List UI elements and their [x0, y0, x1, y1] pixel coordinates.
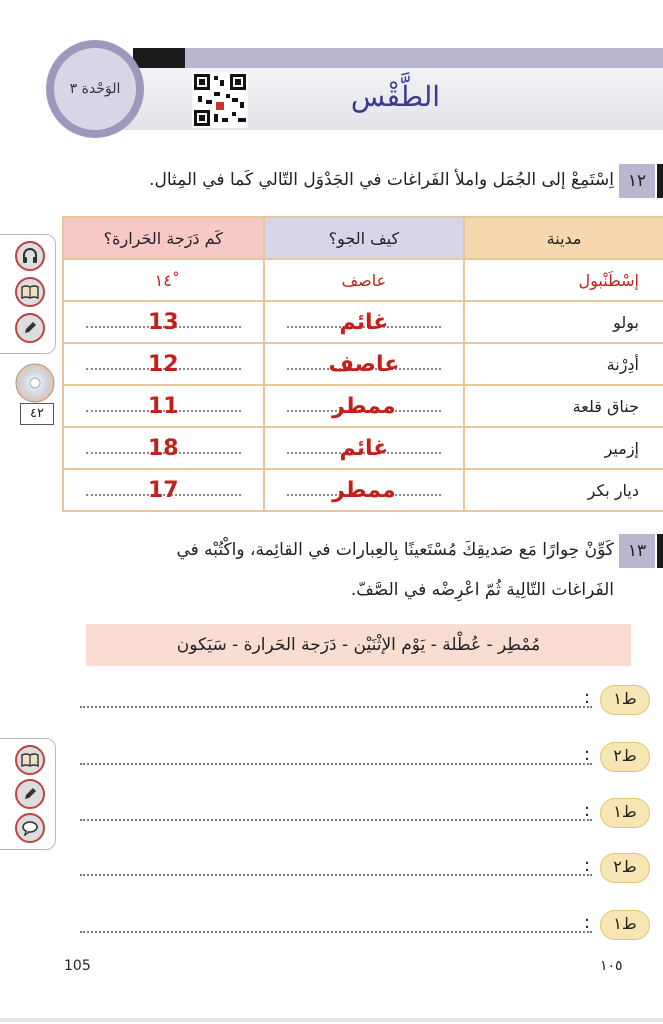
page-number-arabic: ١٠٥: [600, 958, 623, 974]
skills-side-tab: [0, 234, 56, 354]
header-dark-strip: [133, 48, 185, 68]
dialogue-answer-line[interactable]: [80, 706, 592, 708]
temperature-answer[interactable]: [63, 301, 264, 343]
unit-label: الوَحْدة ٣: [69, 81, 121, 97]
exercise-13-number: [619, 534, 663, 568]
handwritten-temperature: 18: [147, 435, 179, 461]
colon: :: [584, 800, 591, 821]
page-number-latin: 105: [64, 958, 91, 974]
exercise-tag-bar: [657, 164, 663, 198]
city-cell: جناق قلعة: [464, 385, 663, 427]
colon: :: [584, 687, 591, 708]
table-row: [63, 385, 663, 427]
handwritten-temperature: 17: [147, 477, 179, 503]
city-cell: أدِرْنة: [464, 343, 663, 385]
table-row: [63, 259, 663, 301]
handwritten-temperature: 12: [147, 351, 179, 377]
exercise-12-instruction: اِسْتَمِعْ إلى الجُمَل واملأ الفَراغات في الجَدْوَل التّالي كَما في المِثال.: [149, 170, 614, 190]
weather-answer[interactable]: [264, 343, 465, 385]
table-header-row: [63, 217, 663, 259]
speaker-badge: ط٢: [600, 742, 650, 772]
city-cell: إزمير: [464, 427, 663, 469]
column-header-weather: كيف الجو؟: [264, 217, 465, 259]
audio-cd-icon[interactable]: [14, 362, 56, 404]
table-row: [63, 343, 663, 385]
phrase-list-box: مُمْطِر - عُطْلة - يَوْم الإثْنَيْن - دَرَجة الحَرارة - سَيَكون: [86, 624, 631, 666]
colon: :: [584, 744, 591, 765]
weather-table: [62, 216, 663, 512]
exercise-13-instruction-line1: كَوِّنْ حِوارًا مَع صَديقِكَ مُسْتَعينًا بِالعِبارات في القائِمة، واكْتُبْه في: [176, 540, 614, 560]
speaker-badge: ط١: [600, 910, 650, 940]
table-row: [63, 301, 663, 343]
temperature-answer[interactable]: [63, 427, 264, 469]
handwritten-weather: ممطر: [332, 477, 396, 503]
column-header-city: مدينة: [464, 217, 663, 259]
speaker-badge: ط١: [600, 685, 650, 715]
bottom-rule: [0, 1018, 663, 1022]
handwritten-weather: غائم: [339, 435, 389, 461]
exercise-number: ١٣: [619, 534, 655, 568]
exercise-13-instruction-line2: الفَراغات التّالِية ثُمّ اعْرِضْه في الصَّفّ.: [350, 580, 614, 600]
book-icon[interactable]: [15, 277, 45, 307]
exercise-number: ١٢: [619, 164, 655, 198]
column-header-temperature: كَم دَرَجة الحَرارة؟: [63, 217, 264, 259]
colon: :: [584, 912, 591, 933]
qr-code-icon[interactable]: [192, 72, 248, 128]
handwritten-weather: غائم: [339, 309, 389, 335]
speaker-badge: ط٢: [600, 853, 650, 883]
table-row: [63, 469, 663, 511]
weather-answer[interactable]: [264, 469, 465, 511]
pencil-icon[interactable]: [15, 779, 45, 809]
weather-answer[interactable]: [264, 427, 465, 469]
city-cell: بولو: [464, 301, 663, 343]
pencil-icon[interactable]: [15, 313, 45, 343]
temperature-cell: ١٤ْ: [63, 259, 264, 301]
city-cell: إسْطَنْبول: [464, 259, 663, 301]
handwritten-weather: عاصف: [328, 351, 400, 377]
handwritten-temperature: 11: [147, 393, 179, 419]
exercise-12-number: [619, 164, 663, 198]
page-title: الطَّقْس: [350, 80, 440, 113]
dialogue-answer-line[interactable]: [80, 819, 592, 821]
table-row: [63, 427, 663, 469]
temperature-answer[interactable]: [63, 385, 264, 427]
book-icon[interactable]: [15, 745, 45, 775]
handwritten-weather: ممطر: [332, 393, 396, 419]
temperature-answer[interactable]: [63, 343, 264, 385]
temperature-answer[interactable]: [63, 469, 264, 511]
colon: :: [584, 855, 591, 876]
city-cell: ديار بكر: [464, 469, 663, 511]
audio-track-number: ٤٢: [20, 403, 54, 425]
speech-bubble-icon[interactable]: [15, 813, 45, 843]
unit-badge: [46, 40, 144, 138]
handwritten-temperature: 13: [147, 309, 179, 335]
weather-answer[interactable]: [264, 385, 465, 427]
dialogue-answer-line[interactable]: [80, 763, 592, 765]
dialogue-answer-line[interactable]: [80, 931, 592, 933]
header-band: [185, 48, 663, 68]
weather-answer[interactable]: [264, 301, 465, 343]
dialogue-answer-line[interactable]: [80, 874, 592, 876]
speaker-badge: ط١: [600, 798, 650, 828]
headphones-icon[interactable]: [15, 241, 45, 271]
skills-side-tab: [0, 738, 56, 850]
weather-cell: عاصف: [264, 259, 465, 301]
exercise-tag-bar: [657, 534, 663, 568]
